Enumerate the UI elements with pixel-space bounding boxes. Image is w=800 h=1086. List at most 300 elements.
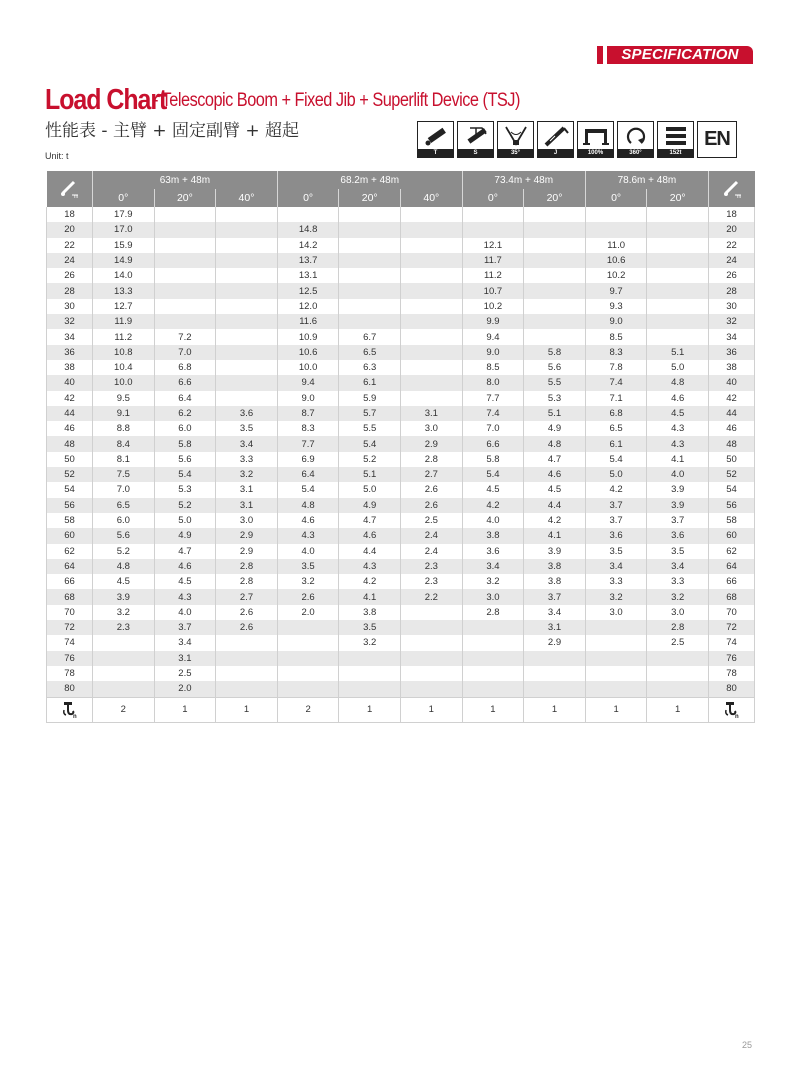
capacity-cell [647,314,709,329]
capacity-cell [339,268,401,283]
radius-cell-right: 80 [709,681,755,697]
capacity-cell: 5.8 [154,436,216,451]
capacity-cell: 11.9 [93,314,155,329]
capacity-cell: 15.9 [93,238,155,253]
jib-offset-icon: 35° [497,121,534,158]
page-title [45,84,520,117]
capacity-cell: 6.5 [93,498,155,513]
radius-cell: 64 [47,559,93,574]
capacity-cell: 4.6 [647,391,709,406]
capacity-cell: 10.0 [277,360,339,375]
capacity-cell: 2.7 [216,589,278,604]
capacity-cell: 4.5 [462,482,524,497]
capacity-cell: 12.5 [277,283,339,298]
capacity-cell: 6.1 [585,436,647,451]
capacity-cell [462,207,524,222]
radius-cell-right: 78 [709,666,755,681]
radius-cell: 54 [47,482,93,497]
capacity-cell [216,375,278,390]
radius-cell-right: 20 [709,222,755,237]
table-row [47,436,755,451]
capacity-cell: 7.2 [154,329,216,344]
capacity-cell: 11.2 [462,268,524,283]
capacity-cell: 4.3 [647,436,709,451]
capacity-cell [401,620,463,635]
title-chinese: 性能表 - 主臂 + 固定副臂 + 超起 [45,121,300,141]
capacity-cell: 5.2 [93,544,155,559]
capacity-cell [154,299,216,314]
capacity-cell: 5.6 [524,360,586,375]
capacity-cell: 6.0 [154,421,216,436]
capacity-cell: 3.5 [277,559,339,574]
radius-cell-right: 26 [709,268,755,283]
title-sub: - Telescopic Boom + Fixed Jib + Superlift Device (TSJ) [153,90,520,111]
capacity-cell: 8.1 [93,452,155,467]
capacity-cell [401,329,463,344]
capacity-cell: 2.7 [401,467,463,482]
radius-cell-right: 54 [709,482,755,497]
capacity-cell [401,299,463,314]
radius-cell: 68 [47,589,93,604]
capacity-cell [524,651,586,666]
capacity-cell: 2.8 [216,574,278,589]
capacity-cell: 8.3 [585,345,647,360]
capacity-cell [339,238,401,253]
capacity-cell [93,666,155,681]
capacity-cell: 3.3 [647,574,709,589]
capacity-cell: 9.0 [585,314,647,329]
capacity-cell [401,314,463,329]
capacity-cell [401,268,463,283]
title-main: Load Chart [45,84,167,116]
radius-cell-right: 64 [709,559,755,574]
radius-cell-right: 42 [709,391,755,406]
radius-cell: 34 [47,329,93,344]
radius-cell: 26 [47,268,93,283]
radius-cell-right: 50 [709,452,755,467]
capacity-cell: 4.8 [277,498,339,513]
capacity-cell: 8.8 [93,421,155,436]
capacity-cell: 2.5 [647,635,709,650]
capacity-cell: 17.9 [93,207,155,222]
parts-of-line-cell: 1 [154,697,216,722]
capacity-cell [462,635,524,650]
capacity-cell: 4.4 [339,544,401,559]
capacity-cell: 4.6 [154,559,216,574]
table-row [47,666,755,681]
table-row [47,467,755,482]
capacity-cell [93,681,155,697]
table-row [47,268,755,283]
capacity-cell: 5.0 [339,482,401,497]
capacity-cell: 14.0 [93,268,155,283]
badge-accent-bar [597,46,603,64]
angle-header: 20° [339,189,401,207]
capacity-cell: 2.5 [401,513,463,528]
capacity-cell: 5.4 [154,467,216,482]
capacity-cell [401,360,463,375]
capacity-cell: 4.0 [154,605,216,620]
angle-header: 20° [647,189,709,207]
radius-cell: 28 [47,283,93,298]
capacity-cell [462,620,524,635]
capacity-cell [647,666,709,681]
capacity-cell: 11.0 [585,238,647,253]
capacity-cell: 4.3 [277,528,339,543]
angle-header: 0° [277,189,339,207]
radius-cell: 42 [47,391,93,406]
table-row [47,559,755,574]
radius-cell-right: 52 [709,467,755,482]
table-row [47,238,755,253]
radius-cell-right: 70 [709,605,755,620]
capacity-cell: 2.6 [277,589,339,604]
capacity-cell: 3.8 [524,574,586,589]
capacity-cell [401,238,463,253]
load-chart-table [46,171,755,723]
capacity-cell: 6.0 [93,513,155,528]
capacity-cell: 5.4 [585,452,647,467]
capacity-cell: 10.4 [93,360,155,375]
capacity-cell [647,329,709,344]
capacity-cell: 3.2 [216,467,278,482]
capacity-cell [93,635,155,650]
parts-of-line-row [47,697,755,722]
capacity-cell: 4.0 [647,467,709,482]
radius-cell-right: 48 [709,436,755,451]
capacity-cell: 4.7 [339,513,401,528]
capacity-cell: 2.8 [462,605,524,620]
boom-group-header: 73.4m + 48m [462,171,585,189]
capacity-cell: 3.3 [585,574,647,589]
capacity-cell [216,207,278,222]
capacity-cell: 4.5 [647,406,709,421]
capacity-cell [585,666,647,681]
capacity-cell [339,283,401,298]
capacity-cell: 9.5 [93,391,155,406]
hook-icon-right [709,697,755,722]
capacity-cell: 6.8 [585,406,647,421]
capacity-cell: 6.1 [339,375,401,390]
radius-cell-right: 58 [709,513,755,528]
capacity-cell [339,666,401,681]
capacity-cell: 5.3 [524,391,586,406]
unit-label: Unit: t [45,151,69,161]
capacity-cell [401,222,463,237]
telescopic-boom-icon: T [417,121,454,158]
capacity-cell [585,222,647,237]
capacity-cell: 7.7 [277,436,339,451]
rotation-icon: 360° [617,121,654,158]
capacity-cell: 7.0 [93,482,155,497]
capacity-cell: 5.6 [154,452,216,467]
capacity-cell: 17.0 [93,222,155,237]
capacity-cell: 2.9 [401,436,463,451]
capacity-cell: 5.3 [154,482,216,497]
capacity-cell: 7.0 [462,421,524,436]
capacity-cell: 10.6 [277,345,339,360]
capacity-cell [524,268,586,283]
capacity-cell: 4.5 [524,482,586,497]
capacity-cell: 10.7 [462,283,524,298]
capacity-cell [462,651,524,666]
angle-header: 0° [93,189,155,207]
capacity-cell [524,283,586,298]
capacity-cell [216,253,278,268]
radius-cell: 74 [47,635,93,650]
capacity-cell: 3.1 [401,406,463,421]
capacity-cell: 2.4 [401,544,463,559]
capacity-cell: 3.2 [93,605,155,620]
table-row [47,605,755,620]
radius-cell-right: 68 [709,589,755,604]
capacity-cell: 2.0 [277,605,339,620]
parts-of-line-cell: 1 [339,697,401,722]
capacity-cell: 10.9 [277,329,339,344]
capacity-cell: 6.3 [339,360,401,375]
capacity-cell: 3.6 [585,528,647,543]
capacity-cell: 4.5 [93,574,155,589]
radius-cell: 32 [47,314,93,329]
capacity-cell [524,681,586,697]
capacity-cell [339,651,401,666]
capacity-cell: 5.5 [339,421,401,436]
capacity-cell: 4.9 [339,498,401,513]
capacity-cell: 4.2 [524,513,586,528]
capacity-cell: 3.3 [216,452,278,467]
capacity-cell [216,681,278,697]
capacity-cell: 13.1 [277,268,339,283]
capacity-cell [216,329,278,344]
capacity-cell: 3.9 [647,482,709,497]
table-row [47,528,755,543]
radius-cell: 36 [47,345,93,360]
table-row [47,207,755,222]
capacity-cell [401,635,463,650]
capacity-cell: 9.0 [277,391,339,406]
radius-cell: 38 [47,360,93,375]
capacity-cell [647,238,709,253]
capacity-cell: 6.5 [585,421,647,436]
capacity-cell: 4.6 [339,528,401,543]
capacity-cell: 4.2 [585,482,647,497]
capacity-cell: 4.0 [277,544,339,559]
capacity-cell [462,222,524,237]
capacity-cell: 3.9 [647,498,709,513]
capacity-cell [524,222,586,237]
capacity-cell: 4.1 [339,589,401,604]
capacity-cell: 3.7 [647,513,709,528]
capacity-cell: 14.2 [277,238,339,253]
capacity-cell [216,299,278,314]
table-row [47,375,755,390]
outrigger-icon: 100% [577,121,614,158]
capacity-cell: 9.0 [462,345,524,360]
capacity-cell [401,391,463,406]
capacity-cell: 14.8 [277,222,339,237]
capacity-cell: 5.8 [462,452,524,467]
capacity-cell: 2.2 [401,589,463,604]
capacity-cell: 5.0 [647,360,709,375]
capacity-cell [216,314,278,329]
boom-group-header: 68.2m + 48m [277,171,462,189]
capacity-cell: 13.3 [93,283,155,298]
capacity-cell [401,666,463,681]
radius-cell: 62 [47,544,93,559]
capacity-cell [401,605,463,620]
capacity-cell: 9.4 [462,329,524,344]
table-row [47,544,755,559]
capacity-cell [401,283,463,298]
capacity-cell: 4.1 [524,528,586,543]
capacity-cell [339,222,401,237]
capacity-cell: 7.8 [585,360,647,375]
capacity-cell [277,620,339,635]
svg-text:m: m [74,193,79,199]
table-row [47,482,755,497]
capacity-cell [585,635,647,650]
capacity-cell [277,651,339,666]
capacity-cell [401,375,463,390]
hook-icon [47,697,93,722]
capacity-cell: 2.0 [154,681,216,697]
capacity-cell: 4.6 [524,467,586,482]
capacity-cell: 4.2 [339,574,401,589]
capacity-cell: 11.7 [462,253,524,268]
table-row [47,314,755,329]
boom-group-header: 78.6m + 48m [585,171,708,189]
capacity-cell: 3.4 [462,559,524,574]
capacity-cell: 6.8 [154,360,216,375]
radius-cell-right: 66 [709,574,755,589]
capacity-cell [524,666,586,681]
capacity-cell: 7.4 [462,406,524,421]
capacity-cell: 5.1 [524,406,586,421]
radius-cell-right: 30 [709,299,755,314]
capacity-cell: 5.7 [339,406,401,421]
capacity-cell: 9.4 [277,375,339,390]
capacity-cell: 13.7 [277,253,339,268]
radius-cell: 70 [47,605,93,620]
parts-of-line-cell: 1 [216,697,278,722]
capacity-cell: 10.8 [93,345,155,360]
radius-cell: 18 [47,207,93,222]
capacity-cell: 12.1 [462,238,524,253]
capacity-cell [93,651,155,666]
capacity-cell: 2.9 [524,635,586,650]
table-row [47,391,755,406]
capacity-cell: 4.7 [524,452,586,467]
angle-header: 40° [401,189,463,207]
capacity-cell: 8.5 [462,360,524,375]
capacity-cell: 3.9 [93,589,155,604]
capacity-cell: 2.6 [216,605,278,620]
capacity-cell [401,345,463,360]
parts-of-line-cell: 1 [462,697,524,722]
capacity-cell [154,238,216,253]
table-row [47,283,755,298]
capacity-cell: 9.3 [585,299,647,314]
capacity-cell: 3.8 [462,528,524,543]
radius-cell: 44 [47,406,93,421]
radius-header-icon [47,171,93,207]
radius-cell: 30 [47,299,93,314]
capacity-cell: 9.1 [93,406,155,421]
capacity-cell: 2.3 [401,574,463,589]
capacity-cell [216,238,278,253]
capacity-cell [216,635,278,650]
capacity-cell: 3.5 [339,620,401,635]
capacity-cell: 3.7 [154,620,216,635]
fixed-jib-icon: J [537,121,574,158]
table-row [47,681,755,697]
capacity-cell: 5.4 [462,467,524,482]
capacity-cell [647,222,709,237]
capacity-cell: 5.2 [339,452,401,467]
capacity-cell: 4.8 [647,375,709,390]
capacity-cell [339,681,401,697]
capacity-cell: 3.0 [585,605,647,620]
radius-cell-right: 76 [709,651,755,666]
table-row [47,589,755,604]
capacity-cell [154,207,216,222]
table-row [47,253,755,268]
radius-cell: 60 [47,528,93,543]
capacity-cell [524,329,586,344]
capacity-cell [647,268,709,283]
capacity-cell: 2.6 [216,620,278,635]
counterweight-icon: 152t [657,121,694,158]
capacity-cell: 3.1 [216,498,278,513]
capacity-cell: 5.2 [154,498,216,513]
capacity-cell: 4.2 [462,498,524,513]
capacity-cell [524,253,586,268]
capacity-cell [647,207,709,222]
capacity-cell: 4.3 [339,559,401,574]
radius-cell-right: 56 [709,498,755,513]
capacity-cell [647,299,709,314]
capacity-cell: 6.6 [462,436,524,451]
capacity-cell [524,314,586,329]
capacity-cell: 3.8 [524,559,586,574]
radius-cell-right: 40 [709,375,755,390]
capacity-cell: 7.5 [93,467,155,482]
angle-header: 20° [154,189,216,207]
capacity-cell: 10.0 [93,375,155,390]
capacity-cell: 3.4 [647,559,709,574]
capacity-cell [154,314,216,329]
radius-cell-right: 38 [709,360,755,375]
capacity-cell: 3.6 [462,544,524,559]
radius-cell: 50 [47,452,93,467]
capacity-cell [339,253,401,268]
capacity-cell: 2.3 [93,620,155,635]
radius-cell-right: 62 [709,544,755,559]
capacity-cell [154,268,216,283]
capacity-cell: 3.9 [524,544,586,559]
capacity-cell: 3.5 [585,544,647,559]
capacity-cell: 4.1 [647,452,709,467]
capacity-cell: 5.0 [585,467,647,482]
capacity-cell: 7.4 [585,375,647,390]
capacity-cell: 3.4 [524,605,586,620]
capacity-cell [401,651,463,666]
superlift-icon: S [457,121,494,158]
table-row [47,299,755,314]
capacity-cell: 3.2 [277,574,339,589]
capacity-cell: 3.7 [585,513,647,528]
capacity-cell [154,222,216,237]
